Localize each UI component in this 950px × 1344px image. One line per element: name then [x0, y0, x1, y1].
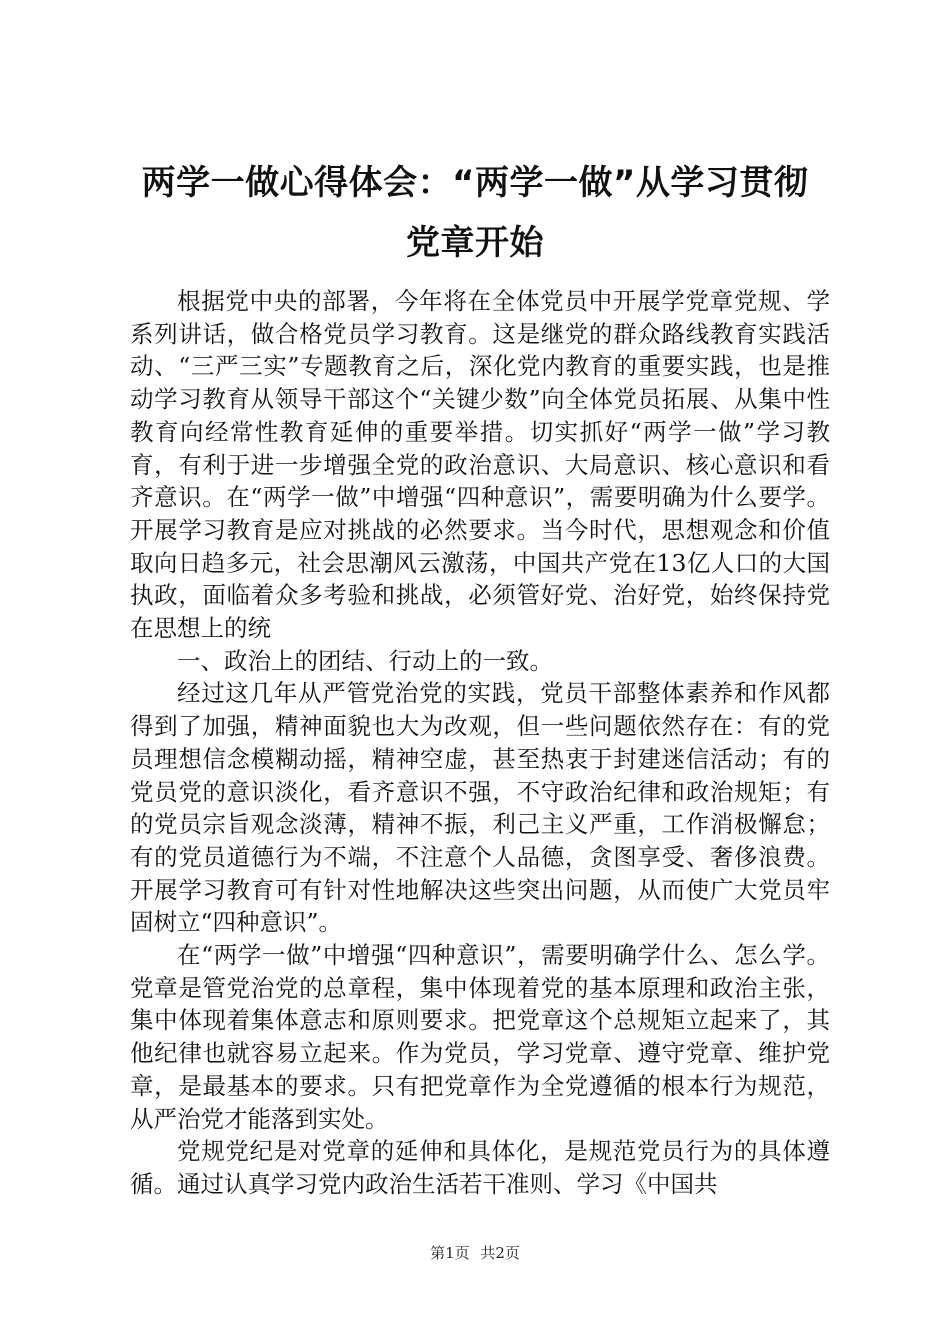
paragraph-section-heading: 一、政治上的团结、行动上的一致。 [177, 646, 553, 675]
paragraph-party-constitution: 在“两学一做”中增强“四种意识”，需要明确学什么、怎么学。党章是管党治党的总章程，集中体现着党的基本原理和政治主张，集中体现着集体意志和原则要求。把党章这个总规矩立起来了，其他纪律也就容易立起来。作为党员，学习党章、遵守党章、维护党章，是最基本的要求。只有把党章作为全党遵循的根本行为规范，从严治党才能落到实处。 [130, 941, 830, 1133]
page-total: 共2页 [480, 1244, 520, 1262]
paragraph-problems: 经过这几年从严管党治党的实践，党员干部整体素养和作风都得到了加强，精神面貌也大为改观，但一些问题依然存在：有的党员理想信念模糊动摇，精神空虚，甚至热衷于封建迷信活动；有的党员党的意识淡化，看齐意识不强，不守政治纪律和政治规矩；有的党员宗旨观念淡薄，精神不振，利己主义严重，工作消极懈怠；有的党员道德行为不端，不注意个人品德，贪图享受、奢侈浪费。开展学习教育可有针对性地解决这些突出问题，从而使广大党员牢固树立“四种意识”。 [130, 679, 830, 937]
paragraph-intro: 根据党中央的部署，今年将在全体党员中开展学党章党规、学系列讲话，做合格党员学习教育。这是继党的群众路线教育实践活动、“三严三实”专题教育之后，深化党内教育的重要实践，也是推动学习教育从领导干部这个“关键少数”向全体党员拓展、从集中性教育向经常性教育延伸的重要举措。切实抓好“两学一做”学习教育，有利于进一步增强全党的政治意识、大局意识、核心意识和看齐意识。在“两学一做”中增强“四种意识”，需要明确为什么要学。开展学习教育是应对挑战的必然要求。当今时代，思想观念和价值取向日趋多元，社会思潮风云激荡，中国共产党在13亿人口的大国执政，面临着众多考验和挑战，必须管好党、治好党，始终保持党在思想上的统 [130, 287, 830, 643]
document-title-line-1: 两学一做心得体会：“两学一做”从学习贯彻 [141, 163, 809, 203]
page-footer [0, 1243, 950, 1263]
document-body [130, 285, 830, 1201]
paragraph-party-rules: 党规党纪是对党章的延伸和具体化，是规范党员行为的具体遵循。通过认真学习党内政治生活若干准则、学习《中国共 [130, 1137, 830, 1198]
document-title-line-2: 党章开始 [406, 223, 544, 263]
page-number: 第1页 [430, 1244, 470, 1262]
